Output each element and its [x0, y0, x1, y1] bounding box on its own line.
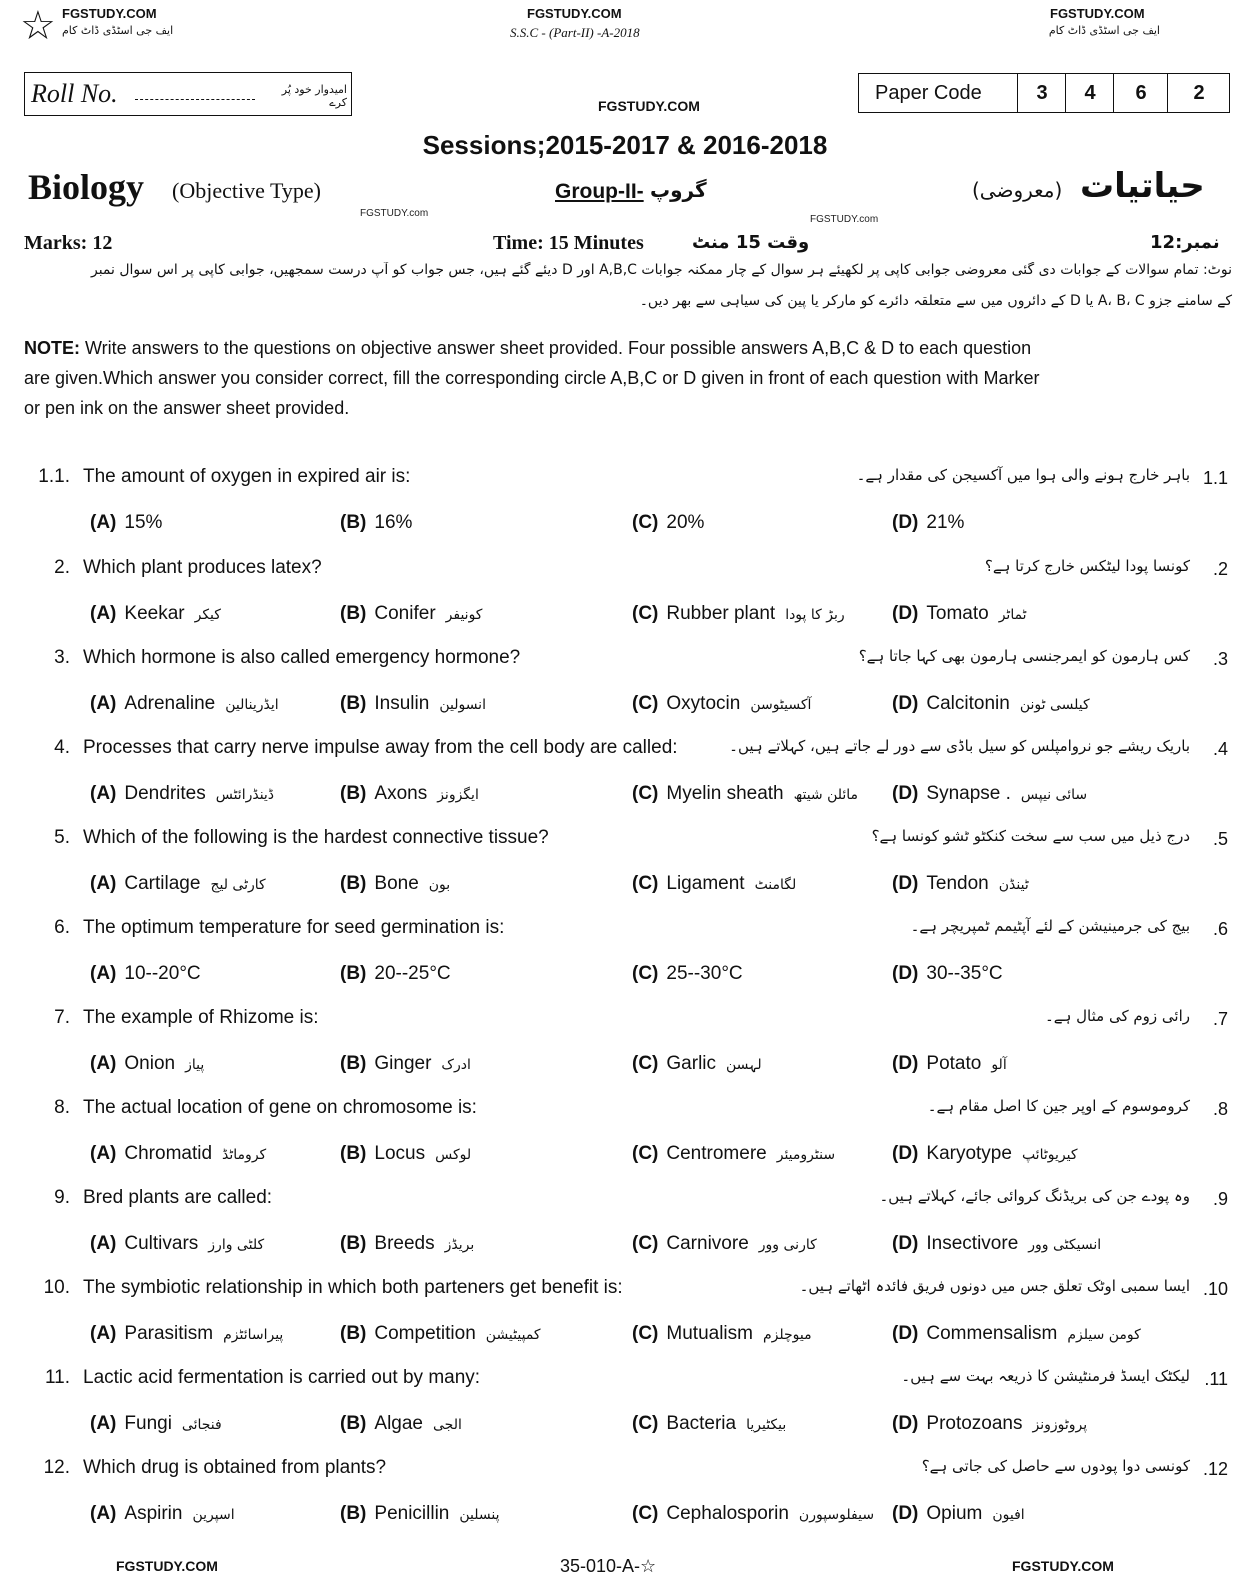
- option-text: 20--25°C: [374, 963, 451, 984]
- question-number: 4.: [54, 737, 70, 758]
- option-letter: (C): [632, 873, 659, 894]
- question-number-urdu: .12: [1202, 1459, 1228, 1479]
- option-text: Fungi: [124, 1413, 172, 1434]
- time-urdu: وقت 15 منٹ: [692, 232, 810, 253]
- option-text-urdu: بریڈز: [444, 1237, 475, 1253]
- urdu-note-line-2: کے سامنے جزو A، B، C یا D کے دائروں میں سے متعلقہ دائرے کو مارکر یا پین کی سیاہی سے بھر دیں۔: [639, 293, 1232, 309]
- option-text-urdu: بون: [428, 877, 451, 893]
- option-text-urdu: کیکر: [194, 607, 221, 623]
- option-text: Carnivore: [666, 1233, 749, 1254]
- question-text: Lactic acid fermentation is carried out by many:: [83, 1367, 481, 1388]
- paper-code-digit: 2: [1167, 74, 1230, 112]
- option-letter: (B): [340, 873, 367, 894]
- answer-option[interactable]: [340, 1503, 500, 1525]
- watermark-small: FGSTUDY.com: [360, 208, 429, 219]
- footer-code-text: 35-010-A-: [560, 1556, 641, 1576]
- answer-option[interactable]: [632, 693, 811, 715]
- question-text: Which drug is obtained from plants?: [83, 1457, 387, 1478]
- question-number-urdu: .6: [1212, 919, 1228, 939]
- question-row: [0, 466, 1250, 556]
- option-text: Breeds: [374, 1233, 435, 1254]
- note-label: NOTE:: [24, 338, 80, 358]
- option-text-urdu: لہسن: [726, 1057, 762, 1073]
- option-text: 25--30°C: [666, 963, 743, 984]
- option-text: 10--20°C: [124, 963, 201, 984]
- answer-option[interactable]: [340, 1413, 462, 1435]
- question-text: The example of Rhizome is:: [83, 1007, 319, 1028]
- question-number-urdu: .5: [1212, 829, 1228, 849]
- option-text-urdu: کارنی وور: [758, 1237, 817, 1253]
- answer-option[interactable]: [340, 693, 486, 715]
- option-text: 20%: [666, 512, 705, 533]
- option-text-urdu: کونیفر: [445, 607, 483, 623]
- option-letter: (A): [90, 963, 117, 984]
- answer-option[interactable]: [892, 963, 1003, 985]
- answer-option[interactable]: [340, 603, 482, 625]
- option-text-urdu: میوچلزم: [762, 1327, 812, 1343]
- marks-label: Marks: 12: [24, 232, 113, 254]
- question-text-urdu: باریک ریشے جو نروامپلس کو سیل باڈی سے دور لے جاتے ہیں، کہلاتے ہیں۔: [729, 737, 1190, 755]
- option-text-urdu: فنجائی: [181, 1417, 222, 1433]
- group-urdu: گروپ: [650, 178, 707, 202]
- question-number: 5.: [54, 827, 70, 848]
- option-text: Penicillin: [374, 1503, 450, 1524]
- option-letter: (A): [90, 1413, 117, 1434]
- question-row: [0, 737, 1250, 827]
- answer-option[interactable]: [340, 1233, 474, 1255]
- option-text-urdu: کارٹی لیج: [210, 877, 266, 893]
- option-letter: (D): [892, 693, 919, 714]
- subject-type: (Objective Type): [172, 178, 321, 203]
- watermark-left-urdu: ایف جی اسٹڈی ڈاٹ کام: [62, 24, 174, 37]
- question-text-urdu: کروموسوم کے اوپر جین کا اصل مقام ہے۔: [927, 1097, 1190, 1115]
- option-text-urdu: سائی نیپس: [1020, 787, 1088, 803]
- option-text: Cephalosporin: [666, 1503, 789, 1524]
- question-text-urdu: کونسی دوا پودوں سے حاصل کی جاتی ہے؟: [921, 1457, 1190, 1475]
- question-number-urdu: .2: [1212, 559, 1228, 579]
- option-text: Tomato: [926, 603, 989, 624]
- question-number-urdu: .10: [1202, 1279, 1228, 1299]
- answer-option[interactable]: [892, 783, 1087, 805]
- option-letter: (B): [340, 1503, 367, 1524]
- watermark-center: FGSTUDY.COM: [527, 6, 622, 21]
- question-number: 7.: [54, 1007, 70, 1028]
- option-text-urdu: کومن سیلزم: [1067, 1327, 1141, 1343]
- option-text-urdu: آلو: [991, 1057, 1007, 1073]
- option-text: Conifer: [374, 603, 436, 624]
- question-text: The optimum temperature for seed germination is:: [83, 917, 505, 938]
- option-text: Locus: [374, 1143, 426, 1164]
- question-text: The symbiotic relationship in which both parteners get benefit is:: [83, 1277, 623, 1298]
- answer-option[interactable]: [90, 873, 266, 895]
- option-text-urdu: ایگزونز: [437, 787, 479, 803]
- option-text: Centromere: [666, 1143, 767, 1164]
- option-letter: (B): [340, 1323, 367, 1344]
- question-text-urdu: درج ذیل میں سب سے سخت کنکٹو ٹشو کونسا ہے؟: [871, 827, 1190, 845]
- answer-option[interactable]: [892, 1503, 1025, 1525]
- question-row: [0, 557, 1250, 647]
- subject-type-urdu: (معروضی): [972, 178, 1063, 202]
- option-text-urdu: ربڑ کا پودا: [785, 607, 845, 623]
- option-text: Oxytocin: [666, 693, 741, 714]
- watermark-right: FGSTUDY.COM: [1050, 6, 1145, 21]
- option-letter: (C): [632, 512, 659, 533]
- option-text-urdu: اسپرین: [192, 1507, 235, 1523]
- watermark-right-urdu: ایف جی اسٹڈی ڈاٹ کام: [1048, 24, 1160, 37]
- question-number: 11.: [44, 1367, 70, 1388]
- question-row: [0, 1457, 1250, 1547]
- answer-option[interactable]: [632, 963, 743, 985]
- option-letter: (D): [892, 1323, 919, 1344]
- option-text-urdu: ٹینڈن: [998, 877, 1029, 893]
- option-letter: (A): [90, 1053, 117, 1074]
- option-text-urdu: افیون: [992, 1507, 1025, 1523]
- question-row: [0, 1367, 1250, 1457]
- question-number-urdu: .9: [1212, 1189, 1228, 1209]
- answer-option[interactable]: [632, 603, 845, 625]
- question-text-urdu: بیج کی جرمینیشن کے لئے آپٹیمم ٹمپریچر ہے۔: [910, 917, 1190, 935]
- question-row: [0, 917, 1250, 1007]
- question-text-urdu: ایسا سمبی اوٹک تعلق جس میں دونوں فریق فائدہ اٹھاتے ہیں۔: [799, 1277, 1190, 1295]
- answer-option[interactable]: [892, 873, 1029, 895]
- question-row: [0, 1187, 1250, 1277]
- option-text: Ligament: [666, 873, 745, 894]
- option-text: Aspirin: [124, 1503, 183, 1524]
- answer-option[interactable]: [340, 1143, 471, 1165]
- question-row: [0, 1097, 1250, 1187]
- answer-option[interactable]: [90, 1323, 283, 1345]
- option-letter: (C): [632, 1143, 659, 1164]
- option-text: Bone: [374, 873, 419, 894]
- english-note: [24, 333, 1234, 423]
- option-letter: (B): [340, 693, 367, 714]
- roll-number-line: [135, 99, 255, 100]
- answer-option[interactable]: [90, 1503, 235, 1525]
- option-text-urdu: انسولین: [439, 697, 486, 713]
- option-letter: (A): [90, 603, 117, 624]
- answer-option[interactable]: [632, 512, 704, 534]
- question-number: 1.1.: [38, 466, 70, 487]
- option-letter: (B): [340, 1413, 367, 1434]
- answer-option[interactable]: [340, 873, 450, 895]
- option-text-urdu: ایڈرینالین: [225, 697, 279, 713]
- question-number-urdu: .11: [1204, 1369, 1228, 1389]
- watermark-small: FGSTUDY.com: [810, 214, 879, 225]
- question-number-urdu: 1.1: [1202, 468, 1228, 488]
- option-text-urdu: سیفلوسپورن: [798, 1507, 875, 1523]
- option-letter: (A): [90, 1143, 117, 1164]
- option-letter: (D): [892, 963, 919, 984]
- option-letter: (D): [892, 603, 919, 624]
- subject-title: Biology: [28, 167, 145, 207]
- option-letter: (C): [632, 1413, 659, 1434]
- option-letter: (D): [892, 873, 919, 894]
- watermark-left: FGSTUDY.COM: [62, 6, 157, 21]
- question-text: Which hormone is also called emergency hormone?: [83, 647, 521, 668]
- answer-option[interactable]: [90, 963, 201, 985]
- answer-option[interactable]: [892, 693, 1090, 715]
- option-text: Dendrites: [124, 783, 206, 804]
- option-letter: (D): [892, 512, 919, 533]
- option-text-urdu: بیکٹیریا: [746, 1417, 787, 1433]
- roll-number-label: Roll No.: [31, 79, 118, 108]
- answer-option[interactable]: [632, 1323, 812, 1345]
- question-number: 6.: [54, 917, 70, 938]
- option-text: Protozoans: [926, 1413, 1023, 1434]
- question-number: 10.: [43, 1277, 70, 1298]
- sessions-title: Sessions;2015-2017 & 2016-2018: [422, 130, 828, 160]
- urdu-note-line-1: نوٹ: تمام سوالات کے جوابات دی گئی معروضی جوابی کاپی پر لکھیئے ہر سوال کے چار ممکنہ جوابات A,B,C اور D دیئے گئے ہیں، جس جواب کو آپ درست سمجھیں، جوابی کاپی پر اس سوال نمبر: [90, 262, 1232, 278]
- note-line-2: are given.Which answer you consider correct, fill the corresponding circle A,B,C or D given in front of each question with Marker: [24, 368, 1040, 388]
- answer-option[interactable]: [632, 1503, 874, 1525]
- question-text-urdu: وہ پودے جن کی بریڈنگ کروائی جائے، کہلاتے ہیں۔: [879, 1187, 1190, 1205]
- answer-option[interactable]: [632, 783, 858, 805]
- option-letter: (A): [90, 1233, 117, 1254]
- option-letter: (C): [632, 1503, 659, 1524]
- option-text-urdu: پنسلین: [459, 1507, 500, 1523]
- answer-option[interactable]: [892, 1413, 1087, 1435]
- footer-star-icon: ☆: [640, 1556, 657, 1576]
- answer-option[interactable]: [340, 1053, 471, 1075]
- answer-option[interactable]: [892, 512, 964, 534]
- option-letter: (A): [90, 1503, 117, 1524]
- option-text-urdu: ڈینڈرائٹس: [215, 787, 275, 803]
- question-row: [0, 647, 1250, 737]
- question-text: The actual location of gene on chromosome is:: [83, 1097, 477, 1118]
- option-text: Commensalism: [926, 1323, 1058, 1344]
- option-text: 15%: [124, 512, 163, 533]
- time-label: Time: 15 Minutes: [493, 232, 644, 254]
- question-text-urdu: کس ہارمون کو ایمرجنسی ہارمون بھی کہا جاتا ہے؟: [858, 647, 1190, 665]
- subject-urdu: حیاتیات: [1080, 166, 1205, 206]
- option-letter: (C): [632, 1053, 659, 1074]
- option-text-urdu: لگامنٹ: [754, 877, 797, 893]
- paper-code-digit: 6: [1113, 74, 1168, 112]
- answer-option[interactable]: [892, 603, 1027, 625]
- option-text: Insectivore: [926, 1233, 1019, 1254]
- question-number: 9.: [54, 1187, 70, 1208]
- question-text-urdu: باہر خارج ہونے والی ہوا میں آکسیجن کی مقدار ہے۔: [856, 466, 1190, 484]
- question-text: Bred plants are called:: [83, 1187, 273, 1208]
- option-letter: (D): [892, 1413, 919, 1434]
- question-text-urdu: لیکٹک ایسڈ فرمنٹیشن کا ذریعہ بہت سے ہیں۔: [901, 1367, 1190, 1385]
- question-row: [0, 1277, 1250, 1367]
- option-text: Garlic: [666, 1053, 717, 1074]
- answer-option[interactable]: [340, 1323, 541, 1345]
- option-text-urdu: الجی: [433, 1417, 462, 1433]
- option-letter: (C): [632, 693, 659, 714]
- answer-option[interactable]: [632, 1413, 786, 1435]
- option-letter: (B): [340, 1233, 367, 1254]
- answer-option[interactable]: [90, 783, 274, 805]
- paper-code-digit: 4: [1065, 74, 1114, 112]
- paper-code-digit: 3: [1017, 74, 1066, 112]
- question-number: 3.: [54, 647, 70, 668]
- option-text: Bacteria: [666, 1413, 737, 1434]
- option-letter: (B): [340, 1143, 367, 1164]
- paper-code-label: Paper Code: [875, 82, 982, 104]
- question-number-urdu: .3: [1212, 649, 1228, 669]
- note-line-3: or pen ink on the answer sheet provided.: [24, 398, 350, 418]
- paper-code-box: [858, 73, 1230, 113]
- option-letter: (C): [632, 1233, 659, 1254]
- question-text-urdu: کونسا پودا لیٹکس خارج کرتا ہے؟: [984, 557, 1190, 575]
- option-letter: (B): [340, 783, 367, 804]
- footer-watermark-left: FGSTUDY.COM: [116, 1558, 218, 1574]
- footer-code: [560, 1556, 656, 1577]
- group-label: Group-II-: [555, 180, 644, 203]
- option-text-urdu: پیاز: [185, 1057, 205, 1073]
- answer-option[interactable]: [632, 873, 796, 895]
- question-number-urdu: .4: [1212, 739, 1228, 759]
- option-letter: (D): [892, 1053, 919, 1074]
- answer-option[interactable]: [90, 1053, 204, 1075]
- option-text: Algae: [374, 1413, 423, 1434]
- option-text-urdu: مائلن شیتھ: [793, 787, 859, 803]
- option-text: Mutualism: [666, 1323, 753, 1344]
- option-letter: (A): [90, 783, 117, 804]
- option-text: Potato: [926, 1053, 982, 1074]
- option-text-urdu: آکسیٹوسن: [750, 697, 812, 713]
- marks-urdu: نمبر:12: [1150, 232, 1220, 253]
- answer-option[interactable]: [892, 1143, 1078, 1165]
- question-number: 12.: [43, 1457, 70, 1478]
- option-letter: (C): [632, 603, 659, 624]
- answer-option[interactable]: [340, 963, 451, 985]
- star-icon: ☆: [20, 4, 56, 48]
- question-text: The amount of oxygen in expired air is:: [83, 466, 411, 487]
- question-text: Processes that carry nerve impulse away from the cell body are called:: [83, 737, 678, 758]
- option-text: 30--35°C: [926, 963, 1003, 984]
- option-letter: (B): [340, 1053, 367, 1074]
- watermark-mid: FGSTUDY.COM: [598, 98, 700, 114]
- option-letter: (C): [632, 963, 659, 984]
- option-text: Synapse .: [926, 783, 1011, 804]
- option-letter: (C): [632, 1323, 659, 1344]
- question-text: Which of the following is the hardest connective tissue?: [83, 827, 549, 848]
- answer-option[interactable]: [892, 1053, 1007, 1075]
- option-text-urdu: کروماٹڈ: [222, 1147, 267, 1163]
- option-text: Chromatid: [124, 1143, 213, 1164]
- option-text: Cartilage: [124, 873, 201, 894]
- answer-option[interactable]: [892, 1323, 1141, 1345]
- option-letter: (B): [340, 603, 367, 624]
- option-text: Insulin: [374, 693, 430, 714]
- question-number: 8.: [54, 1097, 70, 1118]
- roll-number-box[interactable]: [24, 72, 352, 116]
- question-number-urdu: .8: [1212, 1099, 1228, 1119]
- question-text-urdu: رائی زوم کی مثال ہے۔: [1045, 1007, 1190, 1025]
- option-text: Ginger: [374, 1053, 432, 1074]
- option-text-urdu: کیلسی ٹونن: [1019, 697, 1090, 713]
- option-letter: (A): [90, 873, 117, 894]
- answer-option[interactable]: [632, 1233, 817, 1255]
- option-letter: (D): [892, 783, 919, 804]
- option-text-urdu: کلٹی وارز: [208, 1237, 265, 1253]
- option-text-urdu: ادرک: [441, 1057, 471, 1073]
- answer-option[interactable]: [340, 783, 479, 805]
- option-text-urdu: پروٹوزونز: [1032, 1417, 1088, 1433]
- option-text-urdu: لوکس: [435, 1147, 472, 1163]
- question-row: [0, 827, 1250, 917]
- option-text: Cultivars: [124, 1233, 199, 1254]
- answer-option[interactable]: [90, 1143, 266, 1165]
- answer-option[interactable]: [632, 1143, 835, 1165]
- question-number-urdu: .7: [1212, 1009, 1228, 1029]
- answer-option[interactable]: [892, 1233, 1101, 1255]
- answer-option[interactable]: [632, 1053, 762, 1075]
- option-text-urdu: کمپیٹیشن: [485, 1327, 541, 1343]
- option-text: Opium: [926, 1503, 983, 1524]
- answer-option[interactable]: [90, 1413, 222, 1435]
- option-text: Competition: [374, 1323, 476, 1344]
- question-number: 2.: [54, 557, 70, 578]
- option-letter: (B): [340, 512, 367, 533]
- option-text: Onion: [124, 1053, 176, 1074]
- option-letter: (A): [90, 693, 117, 714]
- option-text-urdu: انسیکٹی وور: [1028, 1237, 1102, 1253]
- option-text: Adrenaline: [124, 693, 216, 714]
- option-text-urdu: سنٹرومیئر: [776, 1147, 836, 1163]
- option-text: Calcitonin: [926, 693, 1010, 714]
- roll-number-urdu: امیدوار خود پُر کرے: [281, 83, 347, 109]
- option-letter: (B): [340, 963, 367, 984]
- option-letter: (D): [892, 1143, 919, 1164]
- option-text: 21%: [926, 512, 965, 533]
- option-letter: (A): [90, 512, 117, 533]
- option-text-urdu: پیراسائٹزم: [223, 1327, 284, 1343]
- option-text-urdu: ٹماٹر: [998, 607, 1027, 623]
- option-text: Rubber plant: [666, 603, 776, 624]
- option-text-urdu: کیریوٹائپ: [1021, 1147, 1078, 1163]
- answer-option[interactable]: [340, 512, 412, 534]
- exam-subtitle: S.S.C - (Part-II) -A-2018: [510, 25, 640, 40]
- option-text: Karyotype: [926, 1143, 1012, 1164]
- option-text: Axons: [374, 783, 428, 804]
- answer-option[interactable]: [90, 512, 162, 534]
- option-letter: (D): [892, 1233, 919, 1254]
- option-text: Tendon: [926, 873, 989, 894]
- answer-option[interactable]: [90, 603, 221, 625]
- option-text: Myelin sheath: [666, 783, 784, 804]
- option-text: Parasitism: [124, 1323, 214, 1344]
- answer-option[interactable]: [90, 1233, 264, 1255]
- option-text: Keekar: [124, 603, 185, 624]
- footer-watermark-right: FGSTUDY.COM: [1012, 1558, 1114, 1574]
- option-letter: (C): [632, 783, 659, 804]
- option-letter: (A): [90, 1323, 117, 1344]
- answer-option[interactable]: [90, 693, 279, 715]
- question-row: [0, 1007, 1250, 1097]
- question-text: Which plant produces latex?: [83, 557, 322, 578]
- option-letter: (D): [892, 1503, 919, 1524]
- option-text: 16%: [374, 512, 413, 533]
- note-line-1: Write answers to the questions on objective answer sheet provided. Four possible answers A,B,C & D to each question: [85, 338, 1032, 358]
